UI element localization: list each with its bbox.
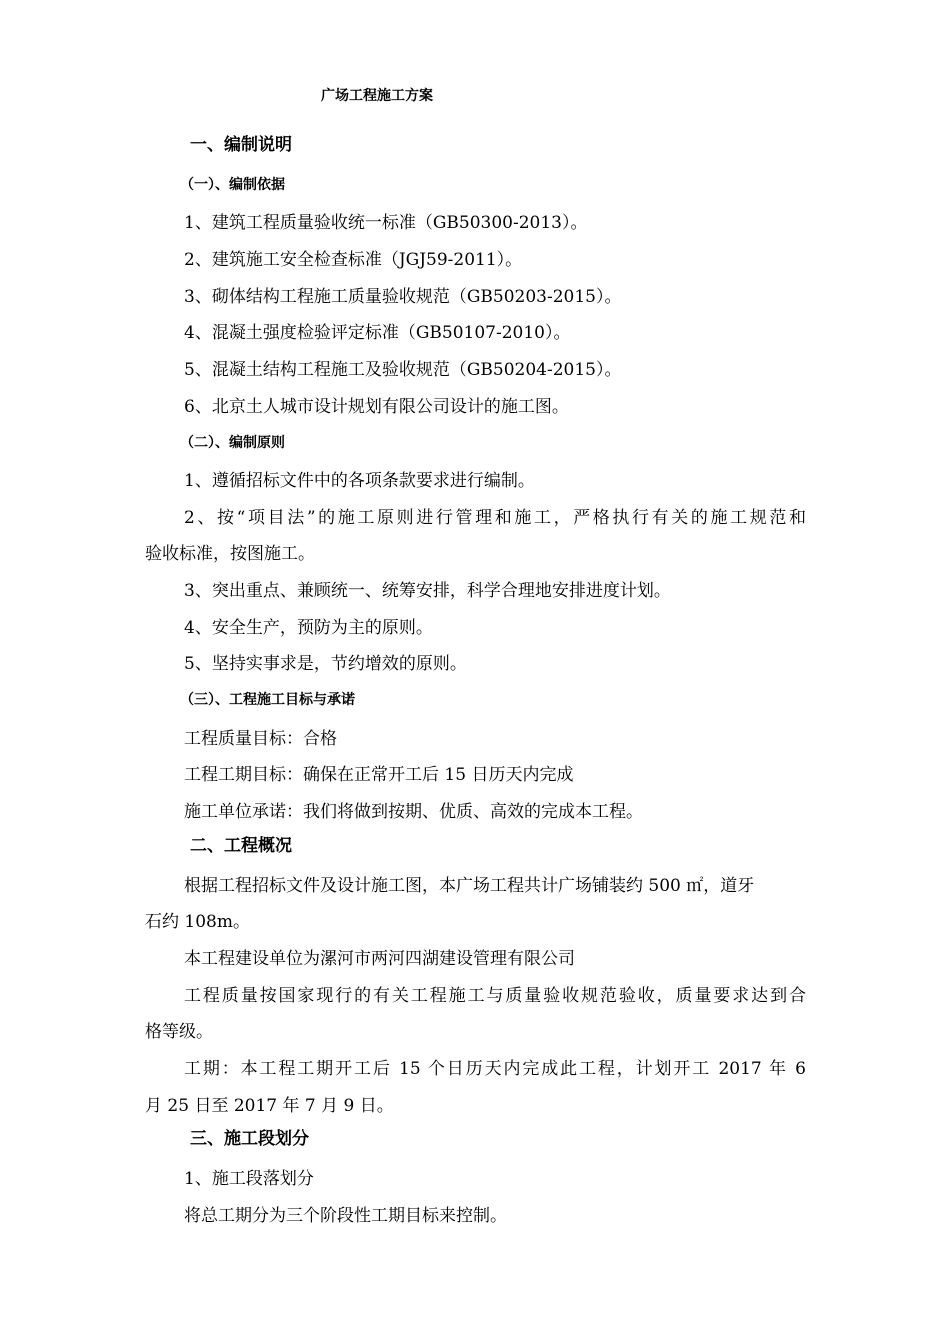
list-item: 4、安全生产，预防为主的原则。: [184, 618, 433, 638]
list-item: 5、坚持实事求是，节约增效的原则。: [184, 654, 467, 674]
page-title: 广场工程施工方案: [321, 88, 433, 104]
paragraph-line: 工程工期目标：确保在正常开工后 15 日历天内完成: [184, 765, 574, 785]
subsection-heading: （一）、编制依据: [180, 177, 285, 193]
paragraph-line: 本工程建设单位为漯河市两河四湖建设管理有限公司: [184, 949, 575, 969]
paragraph-line: 工程质量目标：合格: [184, 729, 337, 749]
paragraph-line: 将总工期分为三个阶段性工期目标来控制。: [184, 1206, 507, 1226]
list-item-continuation: 验收标准，按图施工。: [145, 544, 315, 564]
paragraph-line: 格等级。: [145, 1022, 213, 1042]
paragraph-line: 1、施工段落划分: [184, 1169, 314, 1189]
list-item: 1、遵循招标文件中的各项条款要求进行编制。: [184, 471, 535, 491]
list-item: 6、北京土人城市设计规划有限公司设计的施工图。: [184, 397, 569, 417]
section-heading: 二、工程概况: [190, 836, 292, 856]
paragraph-line: 施工单位承诺：我们将做到按期、优质、高效的完成本工程。: [184, 802, 643, 822]
paragraph-line: 月 25 日至 2017 年 7 月 9 日。: [145, 1096, 394, 1116]
paragraph-line: 石约 108m。: [145, 912, 250, 932]
list-item: 3、砌体结构工程施工质量验收规范（GB50203-2015）。: [184, 287, 622, 307]
paragraph-line: 根据工程招标文件及设计施工图，本广场工程共计广场铺装约 500 ㎡，道牙: [184, 876, 755, 896]
list-item: 2、建筑施工安全检查标准（JGJ59-2011）。: [184, 250, 523, 270]
list-item: 5、混凝土结构工程施工及验收规范（GB50204-2015）。: [184, 360, 622, 380]
list-item: 1、建筑工程质量验收统一标准（GB50300-2013）。: [184, 213, 588, 233]
paragraph-line: 工期：本工程工期开工后 15 个日历天内完成此工程，计划开工 2017 年 6: [184, 1059, 806, 1079]
section-heading: 三、施工段划分: [190, 1129, 309, 1149]
paragraph-line: 工程质量按国家现行的有关工程施工与质量验收规范验收，质量要求达到合: [184, 986, 806, 1006]
subsection-heading: （二）、编制原则: [180, 435, 285, 451]
list-item: 4、混凝土强度检验评定标准（GB50107-2010）。: [184, 323, 571, 343]
list-item: 3、突出重点、兼顾统一、统筹安排，科学合理地安排进度计划。: [184, 581, 671, 601]
list-item: 2、按“项目法”的施工原则进行管理和施工，严格执行有关的施工规范和: [184, 508, 806, 528]
section-heading: 一、编制说明: [190, 135, 292, 155]
subsection-heading: （三）、工程施工目标与承诺: [180, 692, 355, 708]
